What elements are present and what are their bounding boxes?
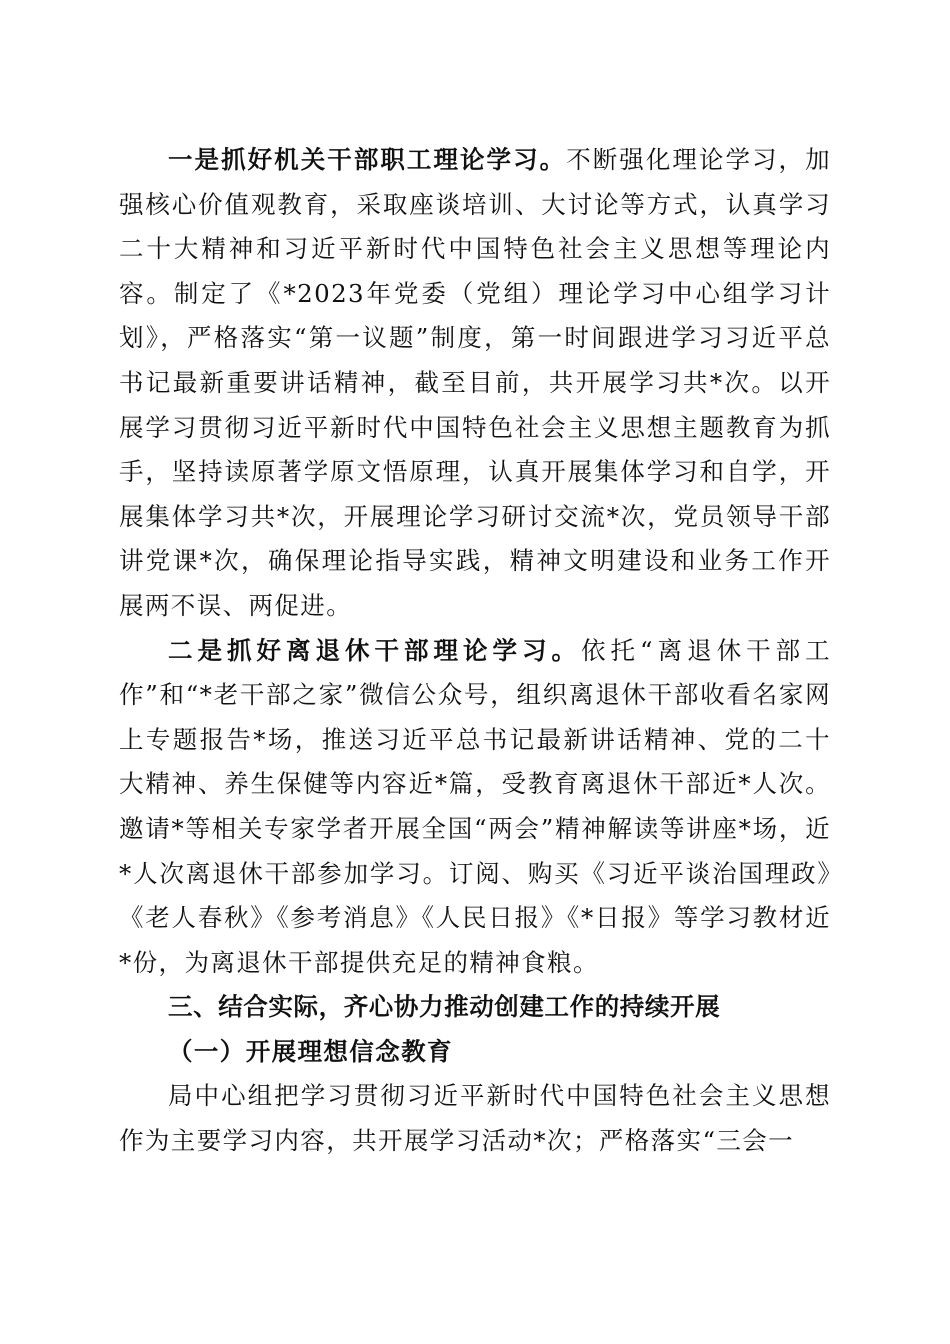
paragraph-retired-cadre-study xyxy=(119,629,831,986)
paragraph-lead-2: 二是抓好离退休干部理论学习。 xyxy=(168,635,582,665)
paragraph-ideal-belief-education: 局中心组把学习贯彻习近平新时代中国特色社会主义思想作为主要学习内容，共开展学习活动*次；严格落实“三会一 xyxy=(119,1081,831,1156)
subsection-heading-1: （一）开展理想信念教育 xyxy=(168,1036,453,1066)
paragraph-cadre-theory-study xyxy=(119,138,831,629)
paragraph-lead-1: 一是抓好机关干部职工理论学习。 xyxy=(168,145,567,174)
paragraph-body-1: 不断强化理论学习，加强核心价值观教育，采取座谈培训、大讨论等方式，认真学习二十大精神和习近平新时代中国特色社会主义思想等理论内容。制定了《*2023年党委（党组）理论学习中心组学习计划》，严格落实“第一议题”制度，第一时间跟进学习习近平总书记最新重要讲话精神，截至目前，共开展学习共*次。以开展学习贯彻习近平新时代中国特色社会主义思想主题教育为抓手，坚持读原著学原文悟原理，认真开展集体学习和自学，开展集体学习共*次，开展理论学习研讨交流*次，党员领导干部讲党课*次，确保理论指导实践，精神文明建设和业务工作开展两不误、两促进。 xyxy=(119,145,831,620)
paragraph-body-2: 依托“离退休干部工作”和“*老干部之家”微信公众号，组织离退休干部收看名家网上专题报告*场，推送习近平总书记最新讲话精神、党的二十大精神、养生保健等内容近*篇，受教育离退休干部近*人次。邀请*等相关专家学者开展全国“两会”精神解读等讲座*场，近*人次离退休干部参加学习。订阅、购买《习近平谈治国理政》《老人春秋》《参考消息》《人民日报》《*日报》等学习教材近*份，为离退休干部提供充足的精神食粮。 xyxy=(119,635,831,977)
document-body xyxy=(119,138,831,1164)
section-heading-3: 三、结合实际，齐心协力推动创建工作的持续开展 xyxy=(168,992,721,1022)
